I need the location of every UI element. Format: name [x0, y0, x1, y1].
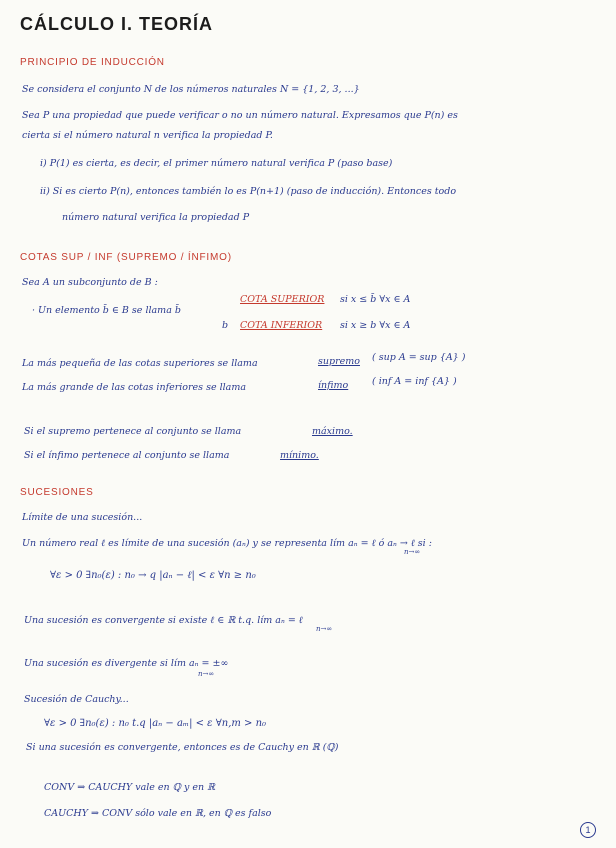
text-line: Si el ínfimo pertenece al conjunto se llama	[24, 450, 230, 461]
page-title: CÁLCULO I. TEORÍA	[20, 14, 213, 34]
text-line: Se considera el conjunto N de los números naturales N = {1, 2, 3, ...}	[22, 84, 360, 95]
text-line: CONV ⇒ CAUCHY vale en ℚ y en ℝ	[44, 782, 216, 793]
text-line: si x ≥ b ∀x ∈ A	[340, 320, 411, 331]
heading-cotas: COTAS SUP / INF (SUPREMO / ÍNFIMO)	[20, 252, 232, 263]
text-line: · Un elemento b̄ ∈ B se llama b̄	[32, 305, 181, 316]
page-number: 1	[580, 822, 596, 838]
text-line: si x ≤ b̄ ∀x ∈ A	[340, 294, 411, 305]
text-line: n→∞	[404, 548, 421, 556]
text-line: La más grande de las cotas inferiores se llama	[22, 382, 247, 393]
text-line: ( inf A = inf {A} )	[372, 376, 457, 387]
text-line: La más pequeña de las cotas superiores se llama	[22, 358, 258, 369]
term-minimo: mínimo.	[280, 450, 319, 461]
text-line: CAUCHY ⇒ CONV sólo vale en ℝ, en ℚ es falso	[44, 808, 272, 819]
heading-induccion: PRINCIPIO DE INDUCCIÓN	[20, 57, 165, 68]
term-supremo: supremo	[318, 356, 360, 367]
text-line: ii) Si es cierto P(n), entonces también lo es P(n+1) (paso de inducción). Entonces todo	[40, 186, 457, 197]
text-line: i) P(1) es cierta, es decir, el primer número natural verifica P (paso base)	[40, 158, 393, 169]
text-line: Sea P una propiedad que puede verificar o no un número natural. Expresamos que P(n) es	[22, 110, 458, 121]
text-line: ( sup A = sup {A} )	[372, 352, 466, 363]
text-line: Si una sucesión es convergente, entonces es de Cauchy en ℝ (ℚ)	[26, 742, 339, 753]
formula-limit: ∀ε > 0 ∃n₀(ε) : n₀ → q |aₙ − ℓ| < ε ∀n ≥ n₀	[50, 570, 256, 581]
text-line: Sucesión de Cauchy...	[24, 694, 129, 705]
text-line: Si el supremo pertenece al conjunto se llama	[24, 426, 242, 437]
text-line: n→∞	[316, 625, 333, 633]
text-line: cierta si el número natural n verifica la propiedad P.	[22, 130, 273, 141]
text-line: número natural verifica la propiedad P	[62, 212, 250, 223]
text-line: b	[222, 320, 229, 331]
text-line: Un número real ℓ es límite de una sucesión (aₙ) y se representa lím aₙ = ℓ ó aₙ → ℓ si :	[22, 538, 432, 549]
term-maximo: máximo.	[312, 426, 353, 437]
text-line: Una sucesión es convergente si existe ℓ ∈ ℝ t.q. lím aₙ = ℓ	[24, 615, 303, 626]
text-line: Una sucesión es divergente si lím aₙ = ±∞	[24, 658, 229, 669]
formula-cauchy: ∀ε > 0 ∃n₀(ε) : n₀ t.q |aₙ − aₘ| < ε ∀n,m > n₀	[44, 718, 267, 729]
text-line: n→∞	[198, 670, 215, 678]
text-line: Límite de una sucesión...	[22, 512, 143, 523]
text-line: Sea A un subconjunto de B :	[22, 277, 158, 288]
term-cota-superior: COTA SUPERIOR	[240, 294, 325, 305]
heading-sucesiones: SUCESIONES	[20, 487, 94, 498]
term-cota-inferior: COTA INFERIOR	[240, 320, 323, 331]
term-infimo: ínfimo	[318, 380, 349, 391]
